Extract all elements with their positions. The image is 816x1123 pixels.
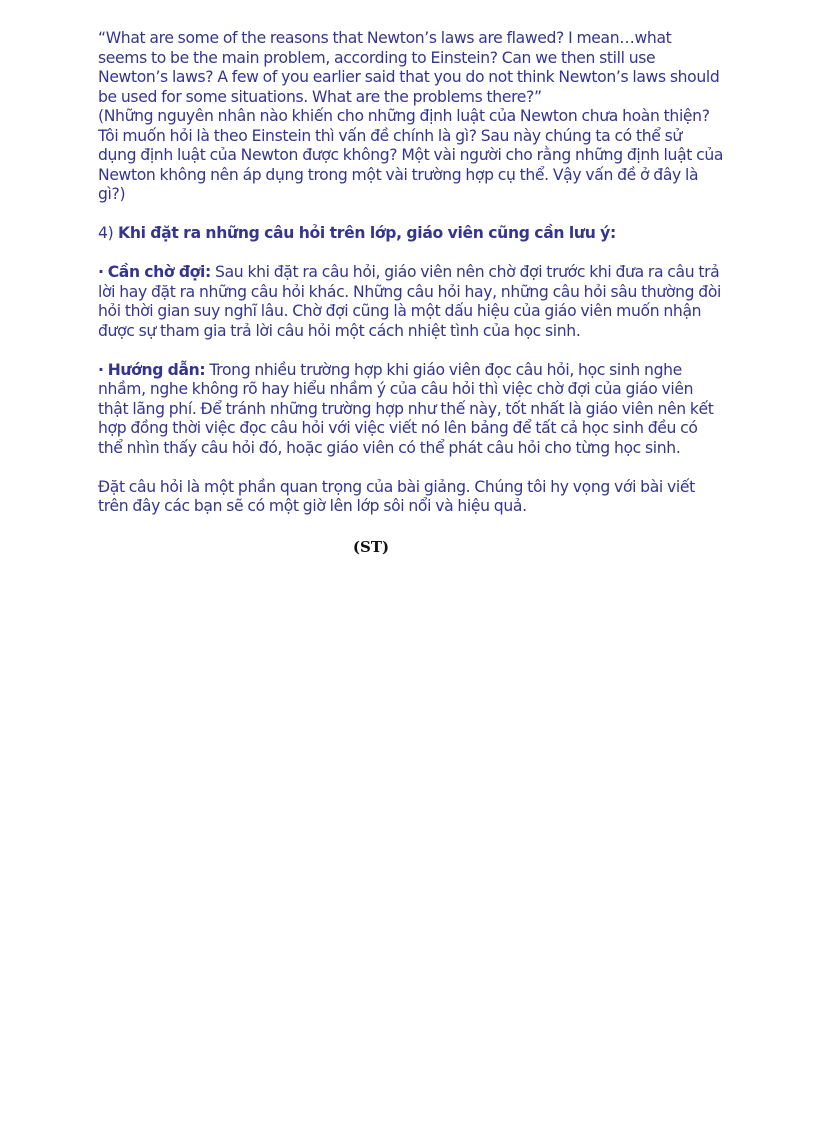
source-note: (ST)	[352, 538, 390, 556]
section-heading	[98, 224, 724, 244]
paragraph-gap	[98, 341, 724, 361]
quote-vietnamese: (Những nguyên nhân nào khiến cho những định luật của Newton chưa hoàn thiện? Tôi muốn hỏi là theo Einstein thì vấn đề chính là gì? Sau này chúng ta có thể sử dụng định luật của Newton được không? Một vài người cho rằng những định luật của Newton không nên áp dụng trong một vài trường hợp cụ thể. Vậy vấn đề ở đây là gì?)	[98, 107, 724, 203]
point-wait-text: Sau khi đặt ra câu hỏi, giáo viên nên chờ đợi trước khi đưa ra câu trả lời hay đặt ra những câu hỏi khác. Những câu hỏi hay, những câu hỏi sâu thường đòi hỏi thời gian suy nghĩ lâu. Chờ đợi cũng là một dấu hiệu của giáo viên muốn nhận được sự tham gia trả lời câu hỏi một cách nhiệt tình của học sinh.	[98, 263, 722, 340]
conclusion-paragraph: Đặt câu hỏi là một phần quan trọng của bài giảng. Chúng tôi hy vọng với bài viết trên đây các bạn sẽ có một giờ lên lớp sôi nổi và hiệu quả.	[98, 477, 695, 515]
document-page	[98, 29, 724, 558]
bullet-dot: ·	[98, 263, 104, 281]
point-wait-paragraph	[98, 263, 724, 341]
point-wait-label: Cần chờ đợi:	[107, 263, 211, 281]
paragraph-gap	[98, 517, 724, 537]
point-guide-paragraph	[98, 361, 724, 459]
quote-english: “What are some of the reasons that Newton’s laws are flawed? I mean…what seems to be the main problem, according to Einstein? Can we then still use Newton’s laws? A few of you earlier said that you do not think Newton’s laws should be used for some situations. What are the problems there?”	[98, 29, 720, 106]
paragraph-gap	[98, 244, 724, 264]
bullet-dot: ·	[98, 360, 104, 379]
section-number: 4)	[98, 224, 114, 242]
point-guide-label: Hướng dẫn:	[107, 360, 206, 379]
section-title: Khi đặt ra những câu hỏi trên lớp, giáo viên cũng cần lưu ý:	[118, 224, 616, 242]
paragraph-gap	[98, 458, 724, 478]
paragraph-gap	[98, 205, 724, 225]
point-guide-text: Trong nhiều trường hợp khi giáo viên đọc câu hỏi, học sinh nghe nhầm, nghe không rõ hay hiểu nhầm ý của câu hỏi thì việc chờ đợi của giáo viên thật lãng phí. Để tránh những trường hợp như thế này, tốt nhất là giáo viên nên kết hợp đồng thời việc đọc câu hỏi với việc viết nó lên bảng để tất cả học sinh đều có thể nhìn thấy câu hỏi đó, hoặc giáo viên có thể phát câu hỏi cho từng học sinh.	[98, 360, 714, 457]
